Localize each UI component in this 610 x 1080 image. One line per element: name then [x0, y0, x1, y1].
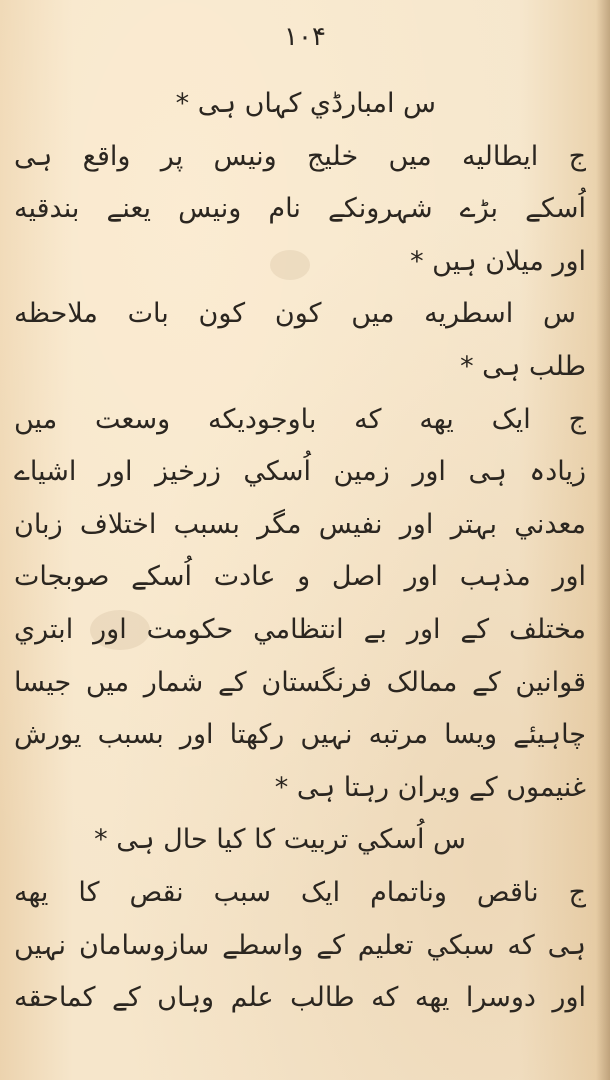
text-line: چاہيئے ويسا مرتبه نہيں رکھتا اور بسبب يورش — [14, 719, 586, 751]
text-line-question: س اُسکي تربيت کا کيا حال ہى * — [94, 824, 466, 856]
text-line: معدني بہتر اور نفيس مگر بسبب اختلاف زبان — [14, 508, 586, 540]
page-number: ۱۰۴ — [284, 22, 326, 52]
text-line: طلب ہى * — [460, 350, 586, 382]
text-line: قوانين کے ممالک فرنگستان کے شمار ميں جيسا — [14, 666, 586, 698]
page-text — [14, 78, 586, 1025]
text-line-answer: ج ايطاليه ميں خليج ونيس پر واقع ہى — [14, 140, 586, 172]
text-line: اور دوسرا يهه که طالب علم وہاں کے کماحقه — [14, 982, 586, 1014]
text-line-question: س امبارڈي کہاں ہى * — [175, 88, 436, 119]
text-line: مختلف کے اور بے انتظامي حکومت اور ابتري — [14, 613, 586, 645]
text-line-question: س اسطريه ميں کون کون بات ملاحظه — [14, 298, 576, 330]
text-line-answer: ج ايک يهه که باوجوديکه وسعت ميں — [14, 403, 586, 435]
text-line: اُسکے بڑے شہرونکے نام ونيس يعنے بندقيه — [14, 193, 586, 225]
text-line-answer: ج ناقص وناتمام ايک سبب نقص کا يهه — [14, 876, 586, 908]
text-line: اور مذہب اور اصل و عادت اُسکے صوبجات — [14, 561, 586, 593]
text-line: زيادہ ہى اور زمين اُسکي زرخيز اور اشياے — [14, 456, 586, 488]
text-line: اور ميلان ہيں * — [410, 245, 586, 277]
text-line: ہى که سبکي تعليم کے واسطے سازوسامان نہيں — [14, 929, 586, 961]
text-line: غنيموں کے ويران رہتا ہى * — [274, 771, 586, 803]
